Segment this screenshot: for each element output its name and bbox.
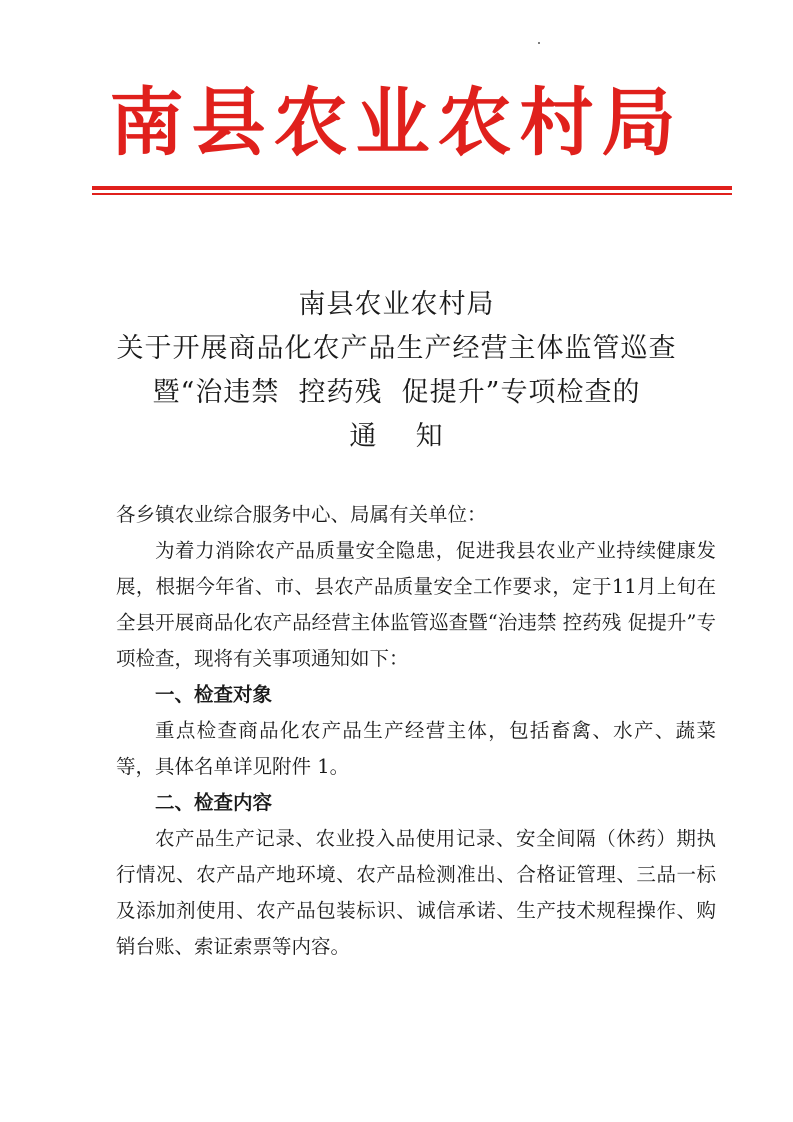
scan-speck xyxy=(538,42,540,44)
salutation: 各乡镇农业综合服务中心、局属有关单位： xyxy=(116,503,487,526)
document-title xyxy=(60,283,733,459)
section-1-paragraph: 重点检查商品化农产品生产经营主体，包括畜禽、水产、蔬菜等，具体名单详见附件 1。 xyxy=(116,719,716,778)
letterhead-rule-thin xyxy=(92,193,732,195)
intro-paragraph: 为着力消除农产品质量安全隐患，促进我县农业产业持续健康发展，根据今年省、市、县农产品质量安全工作要求，定于11月上旬在全县开展商品化农产品经营主体监管巡查暨“治违禁 控药残 促提升”专项检查，现将有关事项通知如下： xyxy=(116,539,716,670)
section-2-heading: 二、检查内容 xyxy=(155,791,273,814)
section-2-paragraph: 农产品生产记录、农业投入品使用记录、安全间隔（休药）期执行情况、农产品产地环境、农产品检测准出、合格证管理、三品一标及添加剂使用、农产品包装标识、诚信承诺、生产技术规程操作、购销台账、索证索票等内容。 xyxy=(116,827,716,958)
letterhead-title: 南县农业农村局 xyxy=(109,80,684,166)
title-line-3: 暨“治违禁 控药残 促提升”专项检查的 xyxy=(152,377,641,408)
document-body xyxy=(116,497,716,965)
title-line-4: 通 知 xyxy=(349,421,444,452)
letterhead-rule-thick xyxy=(92,186,732,190)
section-1-heading: 一、检查对象 xyxy=(155,683,273,706)
title-line-2: 关于开展商品化农产品生产经营主体监管巡查 xyxy=(116,333,677,364)
title-line-1: 南县农业农村局 xyxy=(298,289,495,320)
